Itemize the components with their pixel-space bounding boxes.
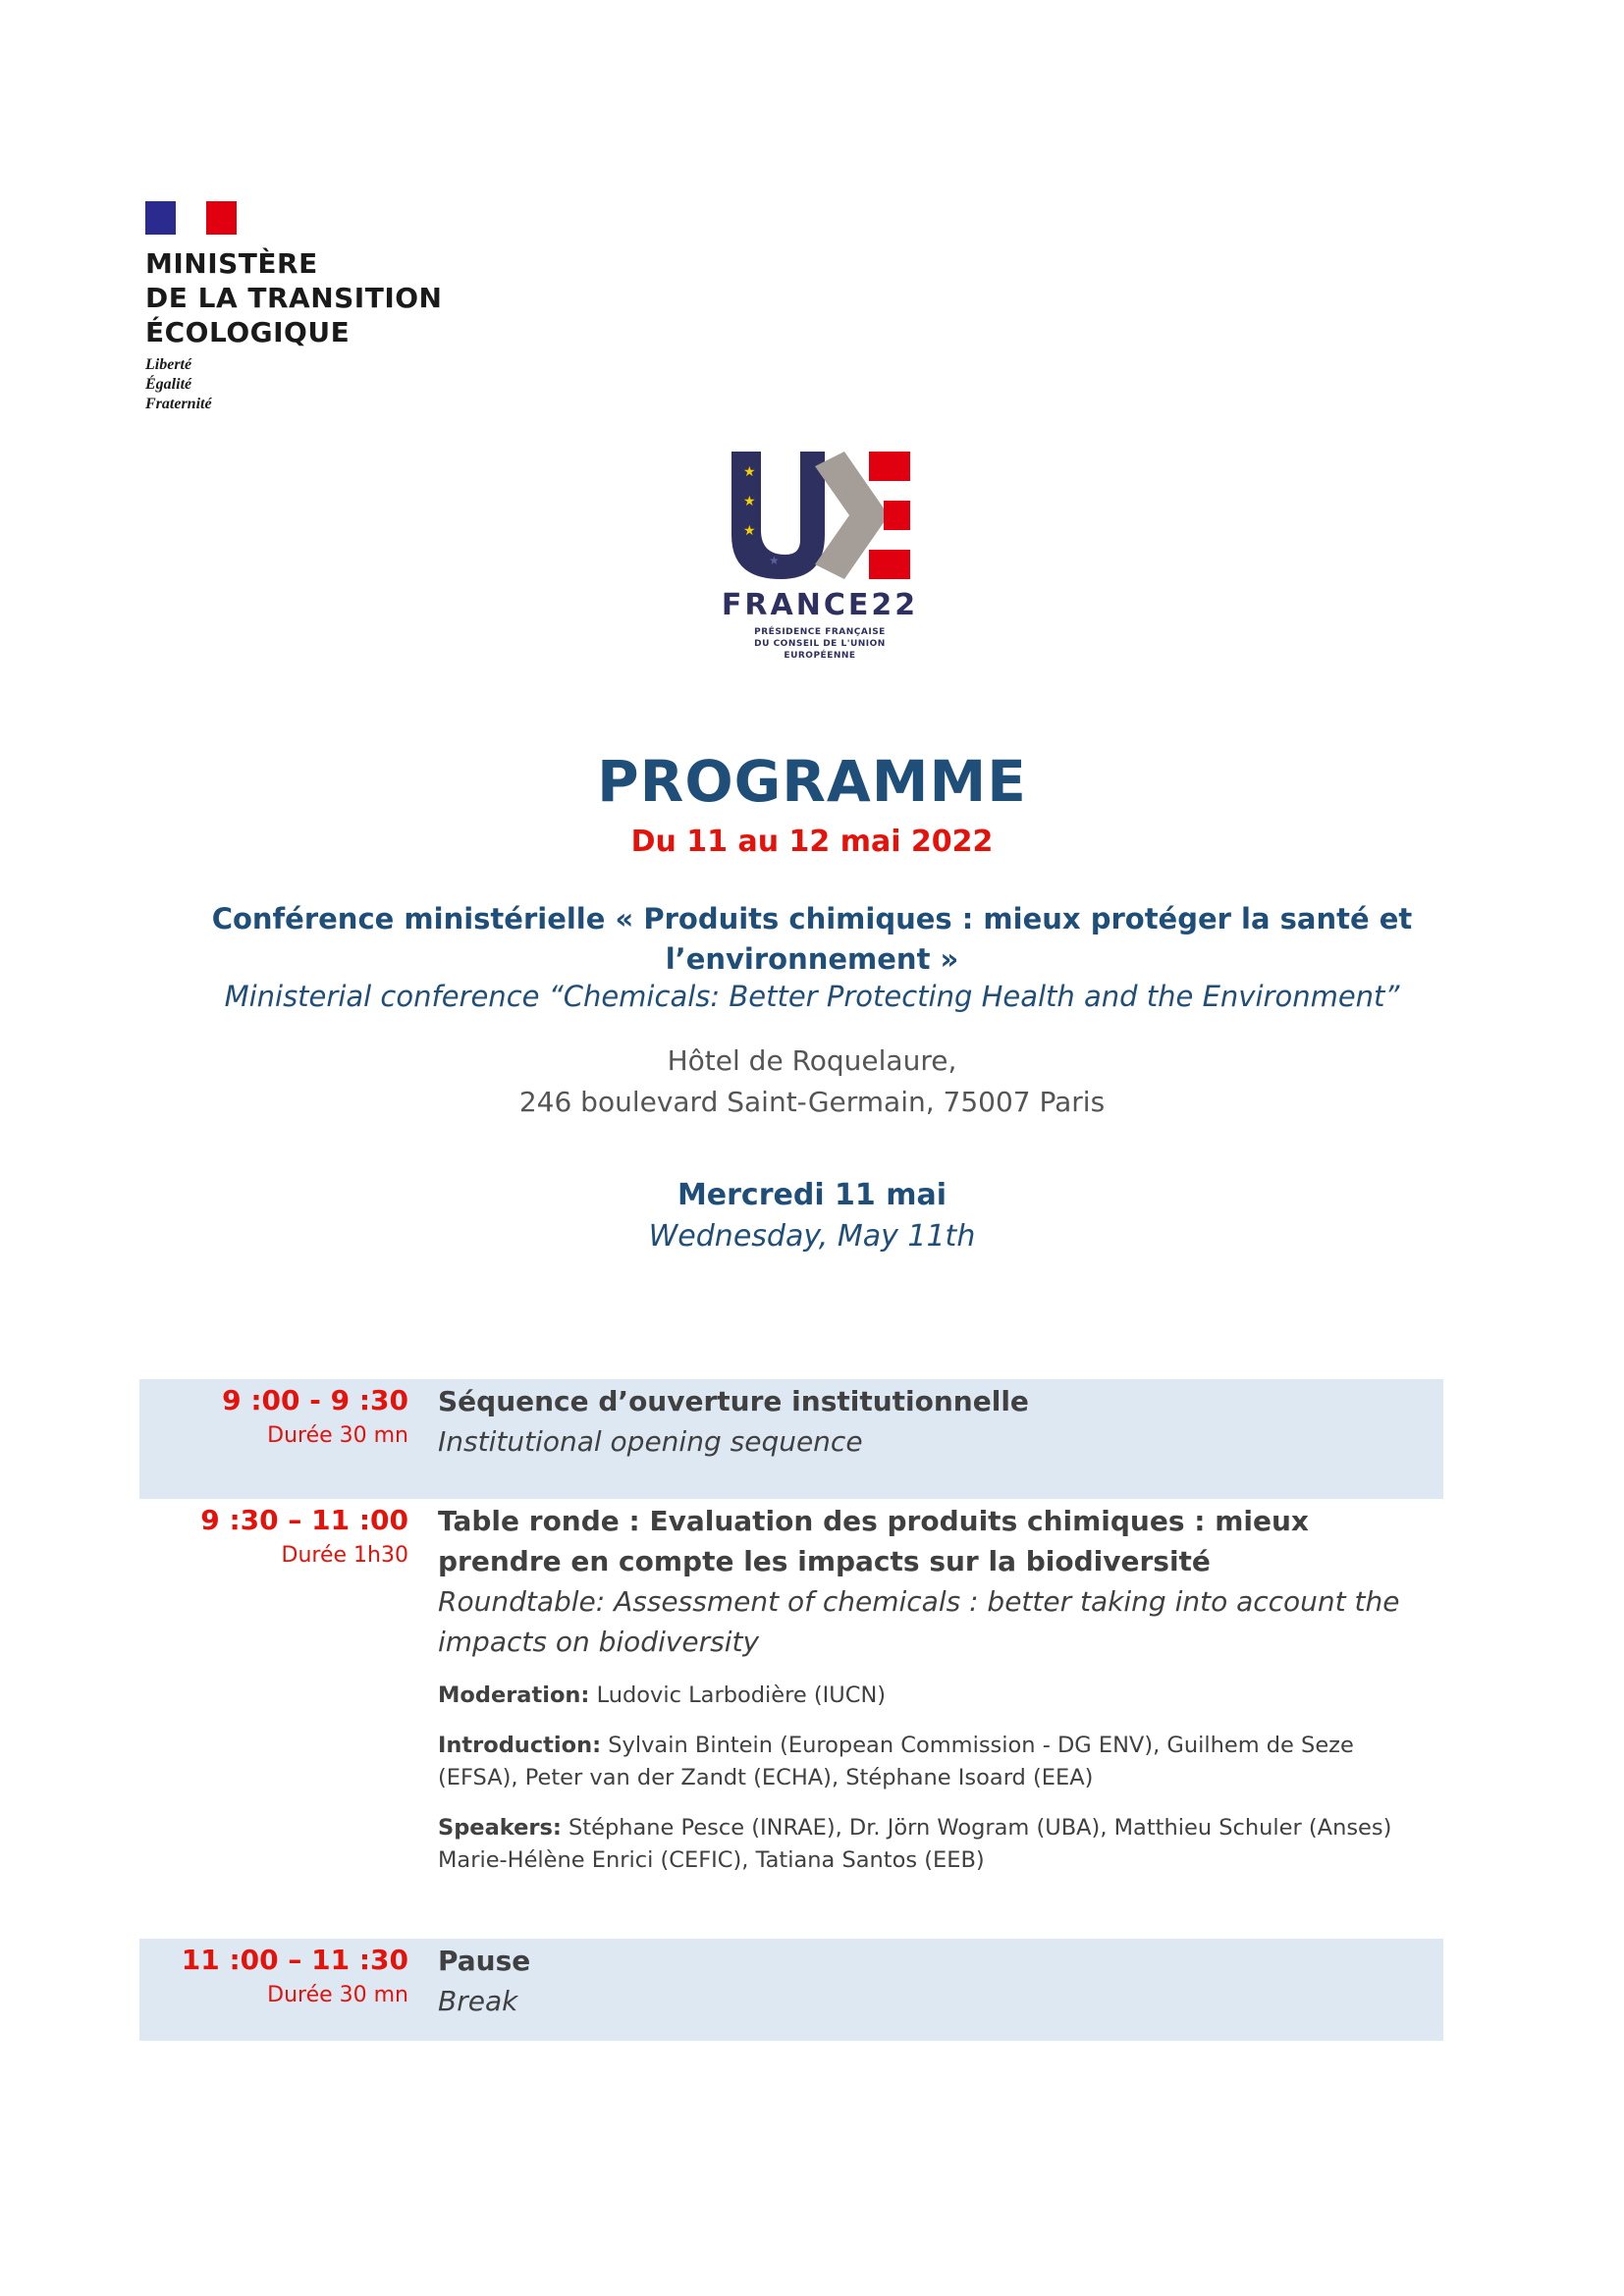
moderation-label: Moderation:: [438, 1682, 590, 1708]
session-title-fr: Séquence d’ouverture institutionnelle: [438, 1385, 1029, 1417]
speakers-names: Stéphane Pesce (INRAE), Dr. Jörn Wogram (UBA), Matthieu Schuler (Anses) Marie-Hélène Enrici (CEFIC), Tatiana Santos (EEB): [438, 1815, 1392, 1873]
session-title-en: Institutional opening sequence: [438, 1425, 863, 1458]
session-time: 9 :00 - 9 :30: [222, 1384, 408, 1416]
svg-text:★: ★: [743, 463, 756, 479]
venue-name: Hôtel de Roquelaure,: [667, 1044, 957, 1077]
svg-text:★: ★: [769, 554, 780, 567]
introduction-label: Introduction:: [438, 1733, 602, 1758]
introduction: [438, 1730, 1430, 1794]
ministry-line-3: ÉCOLOGIQUE: [145, 316, 351, 348]
session-title-en: Roundtable: Assessment of chemicals : better taking into account the impacts on biodiversity: [438, 1585, 1400, 1658]
svg-text:★: ★: [743, 493, 756, 508]
logo-subtitle: [717, 626, 923, 662]
schedule-row: [139, 1379, 1443, 1499]
ministry-line-1: MINISTÈRE: [145, 247, 318, 280]
session-time: 11 :00 – 11 :30: [181, 1944, 408, 1976]
moderation-names: Ludovic Larbodière (IUCN): [596, 1682, 887, 1708]
ministry-line-2: DE LA TRANSITION: [145, 282, 443, 314]
motto-liberte: Liberté: [145, 356, 192, 373]
logo-subtitle-3: EUROPÉENNE: [784, 651, 856, 661]
logo-subtitle-2: DU CONSEIL DE L'UNION: [754, 639, 886, 649]
event-dates: Du 11 au 12 mai 2022: [630, 825, 994, 859]
france22-logo: [717, 447, 923, 662]
conference-title-fr: Conférence ministérielle « Produits chimiques : mieux protéger la santé et l’environnement »: [211, 902, 1413, 976]
french-flag-logo: [145, 201, 237, 235]
session-duration: Durée 30 mn: [267, 1983, 408, 2007]
france22-name: FRANCE22: [721, 588, 919, 622]
session-time: 9 :30 – 11 :00: [200, 1504, 408, 1536]
motto-fraternite: Fraternité: [145, 396, 212, 412]
day-heading-fr: Mercredi 11 mai: [677, 1178, 947, 1212]
session-duration: Durée 30 mn: [267, 1423, 408, 1448]
motto-egalite: Égalité: [145, 376, 192, 393]
day-heading-en: Wednesday, May 11th: [648, 1219, 976, 1254]
venue-address: 246 boulevard Saint-Germain, 75007 Paris: [518, 1086, 1106, 1118]
ministry-block: [145, 201, 479, 414]
conference-title-en: Ministerial conference “Chemicals: Better Protecting Health and the Environment”: [224, 980, 1400, 1013]
venue: [0, 1041, 1624, 1123]
svg-text:★: ★: [743, 522, 756, 538]
schedule-row: [139, 1499, 1443, 1911]
logo-subtitle-1: PRÉSIDENCE FRANÇAISE: [754, 627, 886, 637]
ue-emblem-icon: [722, 447, 918, 584]
session-title-fr: Table ronde : Evaluation des produits chimiques : mieux prendre en compte les impacts sur la biodiversité: [438, 1505, 1309, 1577]
motto: [145, 355, 479, 414]
moderation: [438, 1680, 1430, 1712]
session-title-fr: Pause: [438, 1945, 531, 1977]
speakers-label: Speakers:: [438, 1815, 562, 1841]
speakers: [438, 1812, 1430, 1877]
schedule-row: [139, 1939, 1443, 2041]
introduction-names: Sylvain Bintein (European Commission - DG ENV), Guilhem de Seze (EFSA), Peter van der Zandt (ECHA), Stéphane Isoard (EEA): [438, 1733, 1354, 1790]
page-title: PROGRAMME: [597, 748, 1027, 815]
session-duration: Durée 1h30: [281, 1543, 408, 1568]
session-title-en: Break: [438, 1985, 518, 2017]
